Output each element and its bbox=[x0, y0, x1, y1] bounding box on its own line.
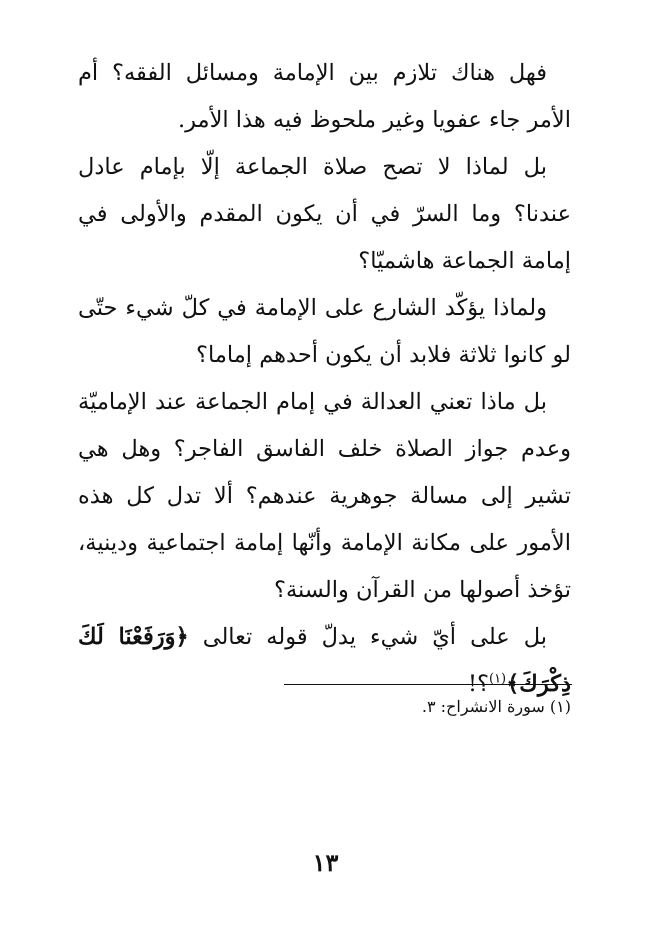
paragraph-2: بل لماذا لا تصح صلاة الجماعة إلّا بإمام عادل عندنا؟ وما السرّ في أن يكون المقدم والأولى في إمامة الجماعة هاشميّا؟ bbox=[78, 154, 571, 274]
footnote: (١) سورة الانشراح: ٣. bbox=[421, 697, 571, 716]
main-text bbox=[78, 50, 571, 708]
footnote-divider bbox=[284, 684, 572, 685]
footnote-marker: (١) bbox=[488, 671, 507, 687]
paragraph-1: فهل هناك تلازم بين الإمامة ومسائل الفقه؟ أم الأمر جاء عفويا وغير ملحوظ فيه هذا الأمر. bbox=[78, 60, 571, 133]
quran-verse: ﴿وَرَفَعْنَا لَكَ ذِكْرَكَ﴾ bbox=[78, 624, 571, 697]
paragraph-4: بل ماذا تعني العدالة في إمام الجماعة عند الإماميّة وعدم جواز الصلاة خلف الفاسق الفاجر؟ وهل هي تشير إلى مسالة جوهرية عندهم؟ ألا تدل كل هذه الأمور على مكانة الإمامة وأنّها إمامة اجتماعية ودينية، تؤخذ أصولها من القرآن والسنة؟ bbox=[78, 389, 571, 603]
paragraph-5-ending: ؟! bbox=[468, 671, 489, 697]
page-number: ١٣ bbox=[312, 848, 339, 877]
paragraph-3: ولماذا يؤكّد الشارع على الإمامة في كلّ شيء حتّى لو كانوا ثلاثة فلابد أن يكون أحدهم إماما؟ bbox=[78, 295, 571, 368]
paragraph-5-intro: بل على أيّ شيء يدلّ قوله تعالى bbox=[188, 624, 548, 650]
